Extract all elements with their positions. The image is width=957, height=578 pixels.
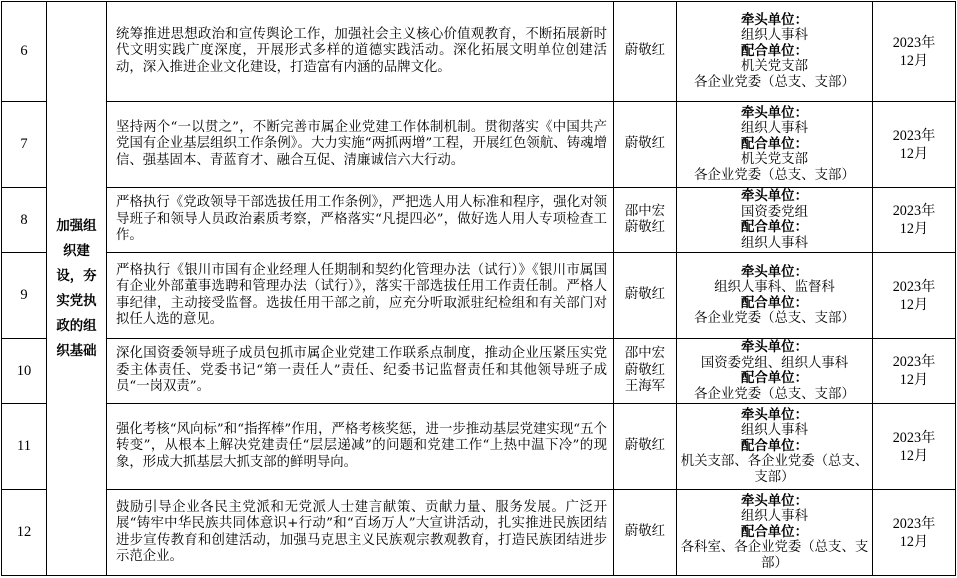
category-cell: 加强组织建设，夯实党执政的组织基础 <box>47 2 107 576</box>
responsible-leaders <box>614 188 677 253</box>
lead-unit: 组织人事科 <box>741 121 808 137</box>
row-number: 9 <box>2 253 47 339</box>
lead-unit: 国资委党组 <box>741 204 808 220</box>
units-cell <box>677 404 873 490</box>
table-row <box>2 253 956 339</box>
deadline: 2023年 12月 <box>873 2 956 102</box>
leader-name: 王海军 <box>624 379 666 395</box>
row-number: 12 <box>2 490 47 576</box>
task-description: 严格执行《党政领导干部选拔任用工作条例》，严把选人用人标准和程序，强化对领导班子和领导人员政治素质考察，严格落实“凡提四必”，做好选人用人专项检查工作。 <box>107 188 614 253</box>
deadline: 2023年 12月 <box>873 102 956 188</box>
responsible-leaders <box>614 102 677 188</box>
coop-unit: 各科室、各企业党委（总支、支部） <box>680 540 869 571</box>
responsible-leaders <box>614 2 677 102</box>
table-row <box>2 2 956 102</box>
responsible-leaders <box>614 253 677 339</box>
coop-unit: 机关支部、各企业党委（总支、支部） <box>680 454 869 485</box>
units-cell <box>677 2 873 102</box>
responsible-leaders <box>614 490 677 576</box>
leader-name: 邵中宏 <box>624 346 666 362</box>
responsible-leaders <box>614 404 677 490</box>
lead-unit-label: 牵头单位： <box>741 104 808 121</box>
lead-unit-label: 牵头单位： <box>741 406 808 423</box>
leader-name: 蔚敬红 <box>624 220 666 235</box>
lead-unit-label: 牵头单位： <box>741 11 808 28</box>
responsible-leaders <box>614 339 677 404</box>
table-row <box>2 188 956 253</box>
lead-unit: 组织人事科 <box>741 423 808 439</box>
row-number: 7 <box>2 102 47 188</box>
lead-unit-label: 牵头单位： <box>741 492 808 509</box>
task-description: 鼓励引导企业各民主党派和无党派人士建言献策、贡献力量、服务发展。广泛开展“铸牢中华民族共同体意识+行动”和“百场万人”大宣讲活动，扎实推进民族团结进步宣传教育和创建活动，加强马克思主义民族观宗教观教育，打造民族团结进步示范企业。 <box>107 490 614 576</box>
deadline: 2023年 12月 <box>873 253 956 339</box>
row-number: 11 <box>2 404 47 490</box>
row-number: 8 <box>2 188 47 253</box>
lead-unit: 组织人事科 <box>741 28 808 44</box>
coop-unit-label: 配合单位： <box>741 370 808 386</box>
units-cell <box>677 102 873 188</box>
deadline: 2023年 12月 <box>873 188 956 253</box>
coop-unit: 机关党支部 各企业党委（总支、支部） <box>694 59 855 90</box>
coop-unit-label: 配合单位： <box>741 523 808 540</box>
units-cell <box>677 339 873 404</box>
coop-unit: 机关党支部 各企业党委（总支、支部） <box>694 152 855 183</box>
table-row <box>2 490 956 576</box>
units-cell <box>677 188 873 253</box>
row-number: 6 <box>2 2 47 102</box>
task-description: 统筹推进思想政治和宣传舆论工作，加强社会主义核心价值观教育，不断拓展新时代文明实践广度深度，开展形式多样的道德实践活动。深化拓展文明单位创建活动，深入推进企业文化建设，打造富有内涵的品牌文化。 <box>107 2 614 102</box>
coop-unit-label: 配合单位： <box>741 294 808 311</box>
lead-unit-label: 牵头单位： <box>741 263 808 280</box>
lead-unit-label: 牵头单位： <box>741 339 808 355</box>
leader-name: 蔚敬红 <box>624 438 666 454</box>
table-row <box>2 404 956 490</box>
coop-unit: 各企业党委（总支、支部） <box>694 386 855 402</box>
task-description: 坚持两个“一以贯之”，不断完善市属企业党建工作体制机制。贯彻落实《中国共产党国有企业基层组织工作条例》。大力实施“两抓两增”工程，开展红色领航、铸魂增信、强基固本、青蓝育才、融合互促、清廉诚信六大行动。 <box>107 102 614 188</box>
work-plan-table <box>1 1 956 576</box>
coop-unit: 各企业党委（总支、支部） <box>694 311 855 326</box>
coop-unit-label: 配合单位： <box>741 437 808 454</box>
leader-name: 蔚敬红 <box>624 136 666 152</box>
leader-name: 邵中宏 <box>624 203 666 219</box>
coop-unit-label: 配合单位： <box>741 42 808 59</box>
coop-unit: 组织人事科 <box>741 235 808 251</box>
row-number: 10 <box>2 339 47 404</box>
deadline: 2023年 12月 <box>873 339 956 404</box>
leader-name: 蔚敬红 <box>624 524 666 540</box>
lead-unit: 组织人事科、监督科 <box>714 280 835 295</box>
lead-unit: 组织人事科 <box>741 509 808 525</box>
coop-unit-label: 配合单位： <box>741 135 808 152</box>
lead-unit-label: 牵头单位： <box>741 188 808 204</box>
deadline: 2023年 12月 <box>873 490 956 576</box>
leader-name: 蔚敬红 <box>624 287 666 303</box>
deadline: 2023年 12月 <box>873 404 956 490</box>
units-cell <box>677 253 873 339</box>
units-cell <box>677 490 873 576</box>
task-description: 深化国资委领导班子成员包抓市属企业党建工作联系点制度，推动企业压紧压实党委主体责任、党委书记“第一责任人”责任、纪委书记监督责任和其他领导班子成员“一岗双责”。 <box>107 339 614 404</box>
leader-name: 蔚敬红 <box>624 362 666 378</box>
coop-unit-label: 配合单位： <box>741 219 808 235</box>
table-row <box>2 102 956 188</box>
table-row <box>2 339 956 404</box>
lead-unit: 国资委党组、组织人事科 <box>700 355 849 371</box>
task-description: 强化考核“风向标”和“指挥棒”作用，严格考核奖惩，进一步推动基层党建实现“五个转变”，从根本上解决党建责任“层层递减”的问题和党建工作“上热中温下冷”的现象，形成大抓基层大抓支部的鲜明导向。 <box>107 404 614 490</box>
leader-name: 蔚敬红 <box>624 43 666 59</box>
task-description: 严格执行《银川市国有企业经理人任期制和契约化管理办法（试行）》《银川市属国有企业外部董事选聘和管理办法（试行）》，落实干部选拔任用工作责任制。严格人事纪律，主动接受监督。选拔任用干部之前，应充分听取派驻纪检组和有关部门对拟任人选的意见。 <box>107 253 614 339</box>
